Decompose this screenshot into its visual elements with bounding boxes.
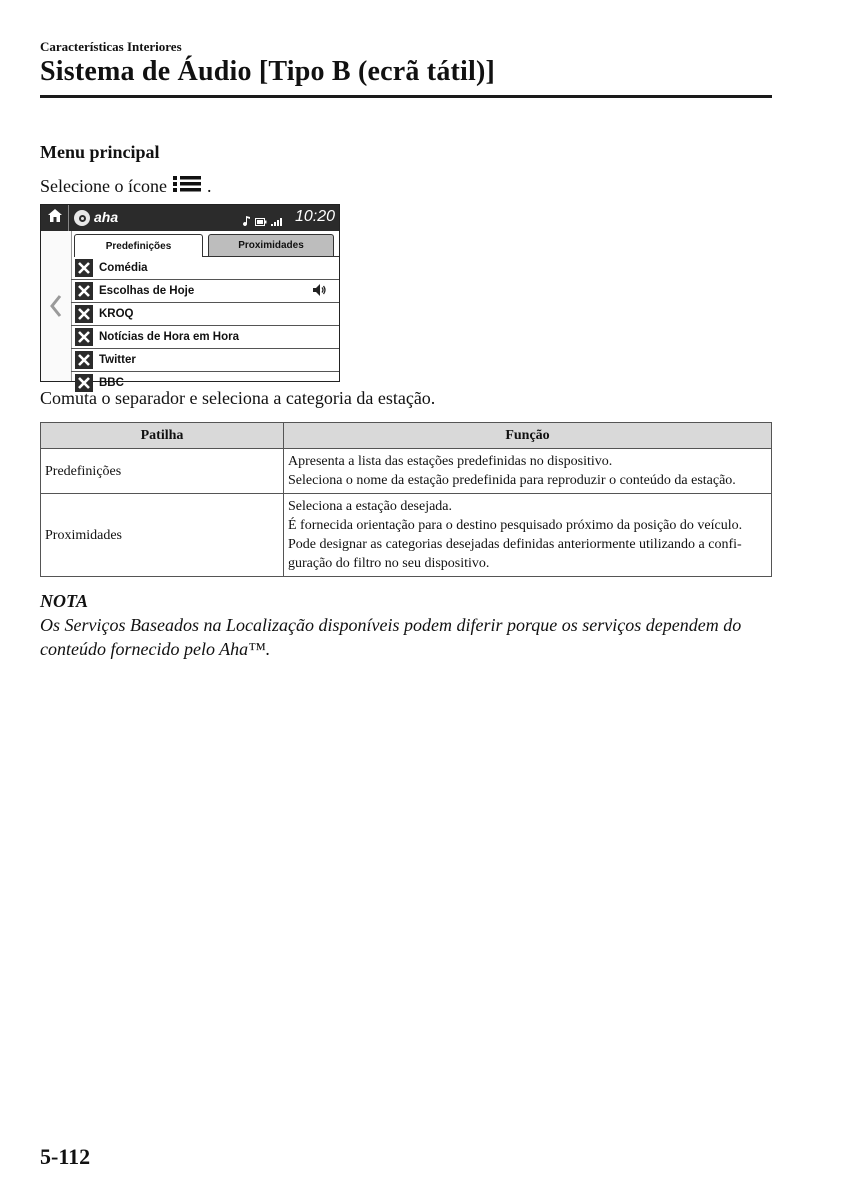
remove-icon	[75, 351, 93, 369]
instruction	[40, 176, 211, 197]
page-number: 5-112	[40, 1144, 91, 1169]
page-title: Sistema de Áudio [Tipo B (ecrã tátil)]	[40, 56, 496, 87]
title-rule	[40, 95, 772, 98]
remove-icon	[75, 259, 93, 277]
note-heading: NOTA	[40, 591, 89, 611]
remove-icon	[75, 328, 93, 346]
remove-icon	[75, 305, 93, 323]
station-item-escolhas-de-hoje[interactable]	[71, 280, 339, 303]
station-name: KROQ	[99, 308, 134, 320]
speaker-icon	[313, 284, 327, 299]
screen-caption: Comuta o separador e seleciona a categoria da estação.	[40, 388, 436, 408]
station-item-twitter[interactable]	[71, 349, 339, 372]
remove-icon	[75, 282, 93, 300]
station-name: Escolhas de Hoje	[99, 285, 195, 297]
home-icon	[47, 208, 63, 228]
battery-icon	[255, 213, 267, 231]
signal-icon	[271, 213, 283, 231]
back-button[interactable]	[41, 231, 72, 381]
cell-function	[284, 494, 772, 577]
table-row	[41, 449, 772, 494]
table-row	[41, 494, 772, 577]
station-name: Notícias de Hora em Hora	[99, 331, 239, 343]
function-table	[40, 422, 772, 577]
function-line: É fornecida orientação para o destino pesquisado próximo da posição do veículo.	[288, 518, 743, 533]
function-line: Seleciona a estação desejada.	[288, 499, 453, 514]
station-item-noticias[interactable]	[71, 326, 339, 349]
tab-nearby[interactable]: Proximidades	[208, 234, 334, 256]
instruction-period: .	[206, 176, 212, 196]
subheading-main-menu: Menu principal	[40, 142, 160, 162]
cell-tab: Predefinições	[41, 449, 284, 494]
section-label: Características Interiores	[40, 39, 182, 54]
aha-screen	[40, 204, 340, 389]
status-icons	[243, 213, 283, 231]
note-text: Os Serviços Baseados na Localização disponíveis podem diferir porque os serviços dependem do conteúdo fornecido pelo Aha™.	[40, 615, 742, 659]
table-header-row	[41, 423, 772, 449]
station-item-kroq[interactable]	[71, 303, 339, 326]
header-tab: Patilha	[41, 423, 284, 449]
function-line: guração do filtro no seu dispositivo.	[288, 556, 490, 571]
station-list	[71, 257, 339, 394]
cell-function	[284, 449, 772, 494]
home-button[interactable]	[41, 205, 69, 231]
station-name: Twitter	[99, 354, 136, 366]
list-icon	[173, 176, 201, 197]
clock: 10:20	[294, 208, 335, 225]
header-function: Função	[284, 423, 772, 449]
function-line: Seleciona o nome da estação predefinida para reproduzir o conteúdo da estação.	[288, 473, 736, 488]
tab-presets[interactable]: Predefinições	[74, 234, 203, 257]
station-name: BBC	[99, 377, 124, 389]
app-name: aha	[94, 209, 119, 225]
function-line: Apresenta a lista das estações predefinidas no dispositivo.	[288, 454, 613, 469]
aha-logo-icon	[74, 210, 90, 226]
music-note-icon	[243, 213, 251, 231]
function-line: Pode designar as categorias desejadas definidas anteriormente utilizando a confi-	[288, 537, 742, 552]
instruction-text: Selecione o ícone	[40, 176, 167, 196]
cell-tab: Proximidades	[41, 494, 284, 577]
station-name: Comédia	[99, 262, 148, 274]
top-bar	[41, 205, 339, 231]
chevron-left-icon	[50, 295, 62, 322]
station-item-comedia[interactable]	[71, 257, 339, 280]
